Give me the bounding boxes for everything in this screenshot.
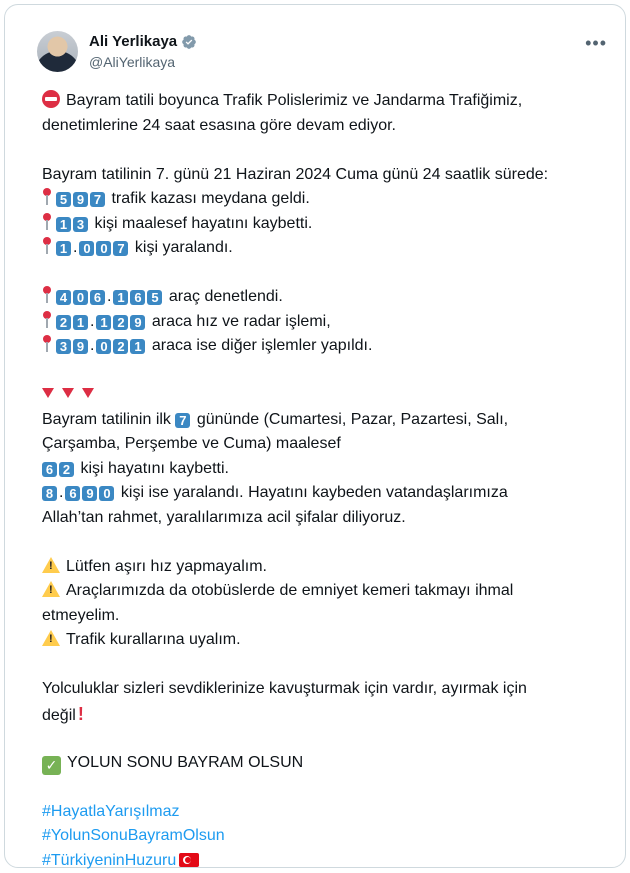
stat-accidents-text: trafik kazası meydana geldi. <box>111 190 309 207</box>
keycap-digit: 7 <box>175 413 190 428</box>
condolence-line <box>42 506 602 531</box>
round-pushpin-icon <box>42 237 52 255</box>
summary-deaths <box>42 457 602 482</box>
keycap-digit: 5 <box>147 290 162 305</box>
round-pushpin-icon <box>42 286 52 304</box>
number-injured-a <box>56 239 73 256</box>
keycap-digit: 1 <box>130 339 145 354</box>
round-pushpin-icon <box>42 213 52 231</box>
stat-radar <box>42 310 602 335</box>
stat-inspected <box>42 285 602 310</box>
intro-line-2 <box>42 114 602 139</box>
number-other-a <box>56 337 90 354</box>
condolence-text: Allah’tan rahmet, yaralılarımıza acil şifalar diliyoruz. <box>42 509 406 526</box>
closing-line-1 <box>42 677 602 702</box>
warning-icon <box>42 581 60 597</box>
keycap-digit: 1 <box>113 290 128 305</box>
day-text: Bayram tatilinin 7. günü 21 Haziran 2024 Cuma günü 24 saatlik sürede: <box>42 166 548 183</box>
summary-post: gününde (Cumartesi, Pazar, Pazartesi, Salı, <box>197 411 508 428</box>
warning-2-cont <box>42 604 602 629</box>
stat-accidents <box>42 187 602 212</box>
keycap-digit: 6 <box>130 290 145 305</box>
thousand-separator: . <box>90 334 94 359</box>
number-radar-b <box>96 313 147 330</box>
thousand-separator: . <box>59 481 63 506</box>
keycap-digit: 2 <box>113 339 128 354</box>
warning-1-text: Lütfen aşırı hız yapmayalım. <box>66 558 267 575</box>
keycap-digit: 7 <box>113 241 128 256</box>
avatar[interactable] <box>37 31 78 72</box>
summary-days: Çarşamba, Perşembe ve Cuma) maalesef <box>42 435 341 452</box>
author-handle[interactable]: @AliYerlikaya <box>89 54 175 70</box>
keycap-digit: 2 <box>113 315 128 330</box>
triangles <box>42 383 602 408</box>
warning-2-text: Araçlarımızda da otobüslerde de emniyet kemeri takmayı ihmal <box>66 582 513 599</box>
verified-badge-icon <box>181 34 197 50</box>
summary-line-1 <box>42 408 602 433</box>
keycap-digit: 8 <box>42 486 57 501</box>
stat-other-text: araca ise diğer işlemler yapıldı. <box>152 337 373 354</box>
keycap-digit: 9 <box>73 192 88 207</box>
stat-inspected-text: araç denetlendi. <box>169 288 283 305</box>
stat-other <box>42 334 602 359</box>
stat-radar-text: araca hız ve radar işlemi, <box>152 313 331 330</box>
closing-line-2 <box>42 702 602 727</box>
motto-text: YOLUN SONU BAYRAM OLSUN <box>67 754 303 771</box>
keycap-digit: 2 <box>56 315 71 330</box>
red-exclamation-icon: ! <box>78 704 84 724</box>
keycap-digit: 6 <box>65 486 80 501</box>
warning-icon <box>42 630 60 646</box>
keycap-digit: 0 <box>99 486 114 501</box>
red-triangle-down-icon <box>42 388 54 398</box>
keycap-digit: 1 <box>56 241 71 256</box>
hashtag-2 <box>42 824 602 849</box>
keycap-digit: 2 <box>59 462 74 477</box>
round-pushpin-icon <box>42 188 52 206</box>
keycap-digit: 9 <box>130 315 145 330</box>
warning-2-text-cont: etmeyelim. <box>42 607 119 624</box>
number-other-b <box>96 337 147 354</box>
keycap-digit: 3 <box>56 339 71 354</box>
closing-text-2: değil <box>42 707 76 724</box>
warning-2 <box>42 579 602 604</box>
motto-line <box>42 751 602 776</box>
tweet-card <box>4 4 626 868</box>
hashtag-link[interactable]: #TürkiyeninHuzuru <box>42 852 176 869</box>
stat-injured-text: kişi yaralandı. <box>135 239 233 256</box>
thousand-separator: . <box>73 236 77 261</box>
keycap-digit: 7 <box>90 192 105 207</box>
keycap-digit: 0 <box>96 339 111 354</box>
number-deaths <box>56 215 90 232</box>
summary-deaths-text: kişi hayatını kaybetti. <box>80 460 229 477</box>
keycap-digit: 5 <box>56 192 71 207</box>
warning-3-text: Trafik kurallarına uyalım. <box>66 631 241 648</box>
keycap-digit: 1 <box>96 315 111 330</box>
number-radar-a <box>56 313 90 330</box>
tweet-header <box>37 29 607 79</box>
keycap-digit: 0 <box>79 241 94 256</box>
keycap-digit: 9 <box>73 339 88 354</box>
thousand-separator: . <box>107 285 111 310</box>
number-total-injured-b <box>65 484 116 501</box>
stat-injured <box>42 236 602 261</box>
no-entry-icon <box>42 90 60 108</box>
author-row <box>89 33 197 50</box>
round-pushpin-icon <box>42 311 52 329</box>
hashtag-3 <box>42 849 602 873</box>
number-injured-b <box>79 239 130 256</box>
more-icon[interactable]: ••• <box>585 33 607 54</box>
author-name[interactable]: Ali Yerlikaya <box>89 33 177 50</box>
number-inspected-b <box>113 288 164 305</box>
keycap-digit: 4 <box>56 290 71 305</box>
intro-line-1 <box>42 89 602 114</box>
stat-deaths <box>42 212 602 237</box>
keycap-digit: 1 <box>56 217 71 232</box>
warning-1 <box>42 555 602 580</box>
keycap-digit: 9 <box>82 486 97 501</box>
number-total-injured-a <box>42 484 59 501</box>
summary-injured <box>42 481 602 506</box>
red-triangle-down-icon <box>82 388 94 398</box>
stat-deaths-text: kişi maalesef hayatını kaybetti. <box>94 215 312 232</box>
keycap-digit: 1 <box>73 315 88 330</box>
warning-icon <box>42 557 60 573</box>
intro-text-2: denetimlerine 24 saat esasına göre devam ediyor. <box>42 117 396 134</box>
summary-injured-text: kişi ise yaralandı. Hayatını kaybeden vatandaşlarımıza <box>121 484 508 501</box>
number-accidents <box>56 190 107 207</box>
red-triangle-down-icon <box>62 388 74 398</box>
keycap-digit: 0 <box>73 290 88 305</box>
keycap-digit: 0 <box>96 241 111 256</box>
round-pushpin-icon <box>42 335 52 353</box>
keycap-digit: 3 <box>73 217 88 232</box>
warning-3 <box>42 628 602 653</box>
closing-text-1: Yolculuklar sizleri sevdiklerinize kavuşturmak için vardır, ayırmak için <box>42 680 527 697</box>
tweet-text <box>42 89 602 873</box>
keycap-digit: 6 <box>42 462 57 477</box>
number-inspected-a <box>56 288 107 305</box>
hashtag-link[interactable]: #HayatlaYarışılmaz <box>42 803 180 820</box>
hashtag-link[interactable]: #YolunSonuBayramOlsun <box>42 827 225 844</box>
summary-pre: Bayram tatilinin ilk <box>42 411 171 428</box>
intro-text-1: Bayram tatili boyunca Trafik Polislerimiz ve Jandarma Trafiğimiz, <box>66 92 522 109</box>
check-mark-button-icon: ✓ <box>42 756 61 775</box>
number-total-deaths <box>42 460 76 477</box>
hashtag-1 <box>42 800 602 825</box>
thousand-separator: . <box>90 310 94 335</box>
turkey-flag-icon <box>179 853 199 867</box>
summary-line-2 <box>42 432 602 457</box>
day-line <box>42 163 602 188</box>
keycap-digit: 6 <box>90 290 105 305</box>
